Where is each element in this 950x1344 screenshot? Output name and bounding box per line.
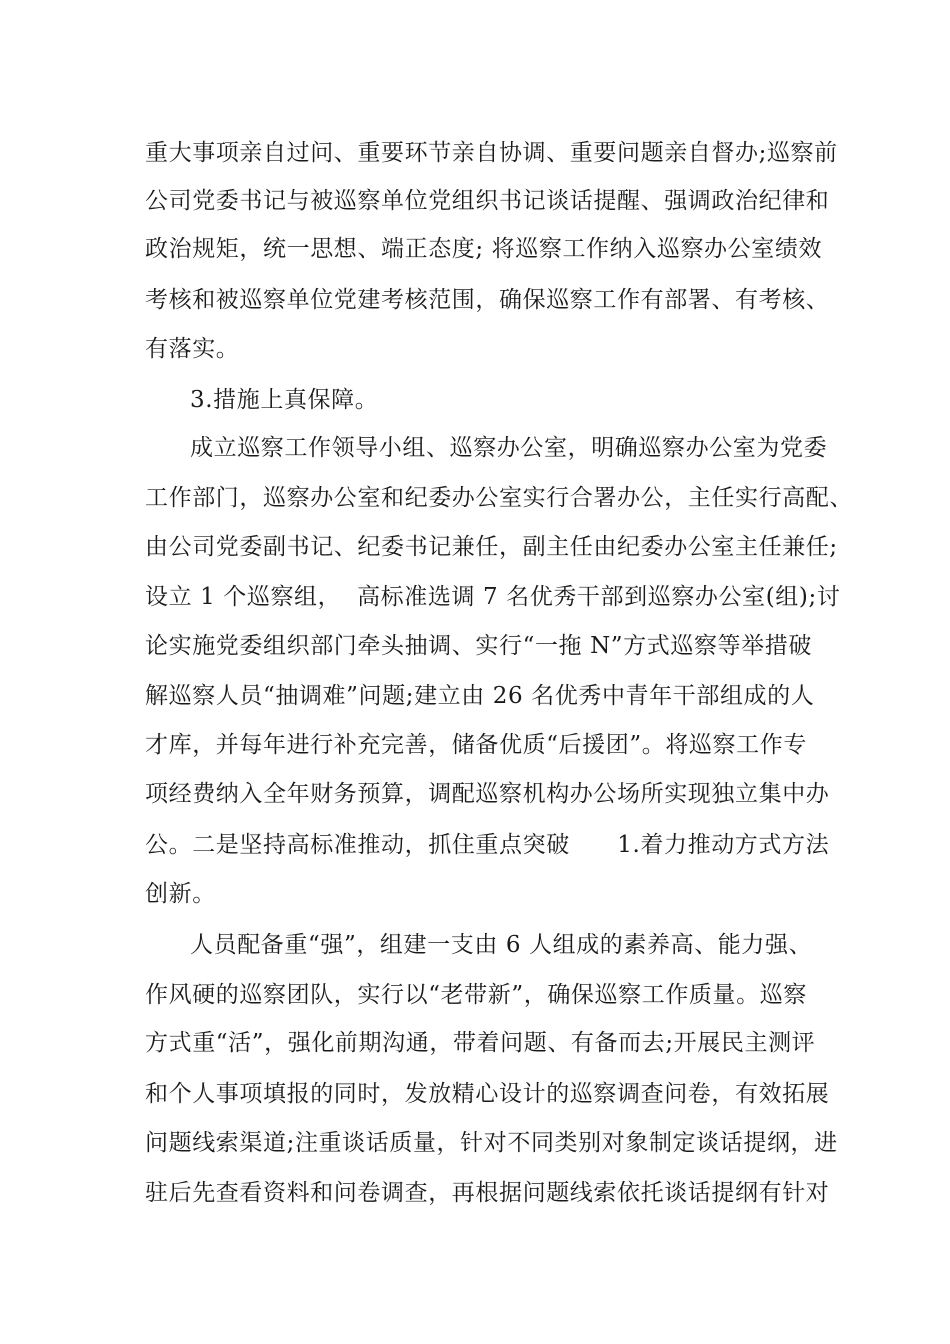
text-line: 设立 1 个巡察组， 高标准选调 7 名优秀干部到巡察办公室(组);讨 xyxy=(145,584,841,610)
text-line: 有落实。 xyxy=(145,336,240,362)
text-line: 由公司党委副书记、纪委书记兼任，副主任由纪委办公室主任兼任; xyxy=(145,534,838,560)
text-line: 作风硬的巡察团队，实行以“老带新”，确保巡察工作质量。巡察 xyxy=(145,982,807,1008)
text-line: 方式重“活”，强化前期沟通，带着问题、有备而去;开展民主测评 xyxy=(145,1030,816,1056)
text-line: 成立巡察工作领导小组、巡察办公室，明确巡察办公室为党委 xyxy=(190,435,828,461)
text-line: 工作部门，巡察办公室和纪委办公室实行合署办公，主任实行高配、 xyxy=(145,485,853,511)
text-line: 人员配备重“强”，组建一支由 6 人组成的素养高、能力强、 xyxy=(190,932,813,958)
text-line: 论实施党委组织部门牵头抽调、实行“一拖 N”方式巡察等举措破 xyxy=(145,633,812,659)
text-line: 公。二是坚持高标准推动，抓住重点突破 1.着力推动方式方法 xyxy=(145,832,830,858)
text-line: 和个人事项填报的同时，发放精心设计的巡察调查问卷，有效拓展 xyxy=(145,1081,830,1107)
text-line: 项经费纳入全年财务预算，调配巡察机构办公场所实现独立集中办 xyxy=(145,781,830,807)
text-line: 解巡察人员“抽调难”问题;建立由 26 名优秀中青年干部组成的人 xyxy=(145,683,815,709)
section-heading: 3.措施上真保障。 xyxy=(190,387,379,413)
text-line: 公司党委书记与被巡察单位党组织书记谈话提醒、强调政治纪律和 xyxy=(145,188,830,214)
text-line: 才库，并每年进行补充完善，储备优质“后援团”。将巡察工作专 xyxy=(145,732,807,758)
text-line: 考核和被巡察单位党建考核范围，确保巡察工作有部署、有考核、 xyxy=(145,287,830,313)
text-line: 重大事项亲自过问、重要环节亲自协调、重要问题亲自督办;巡察前 xyxy=(145,140,838,166)
text-line: 问题线索渠道;注重谈话质量，针对不同类别对象制定谈话提纲，进 xyxy=(145,1130,838,1156)
text-line: 驻后先查看资料和问卷调查，再根据问题线索依托谈话提纲有针对 xyxy=(145,1180,830,1206)
text-line: 政治规矩，统一思想、端正态度; 将巡察工作纳入巡察办公室绩效 xyxy=(145,236,823,262)
text-line: 创新。 xyxy=(145,881,216,907)
